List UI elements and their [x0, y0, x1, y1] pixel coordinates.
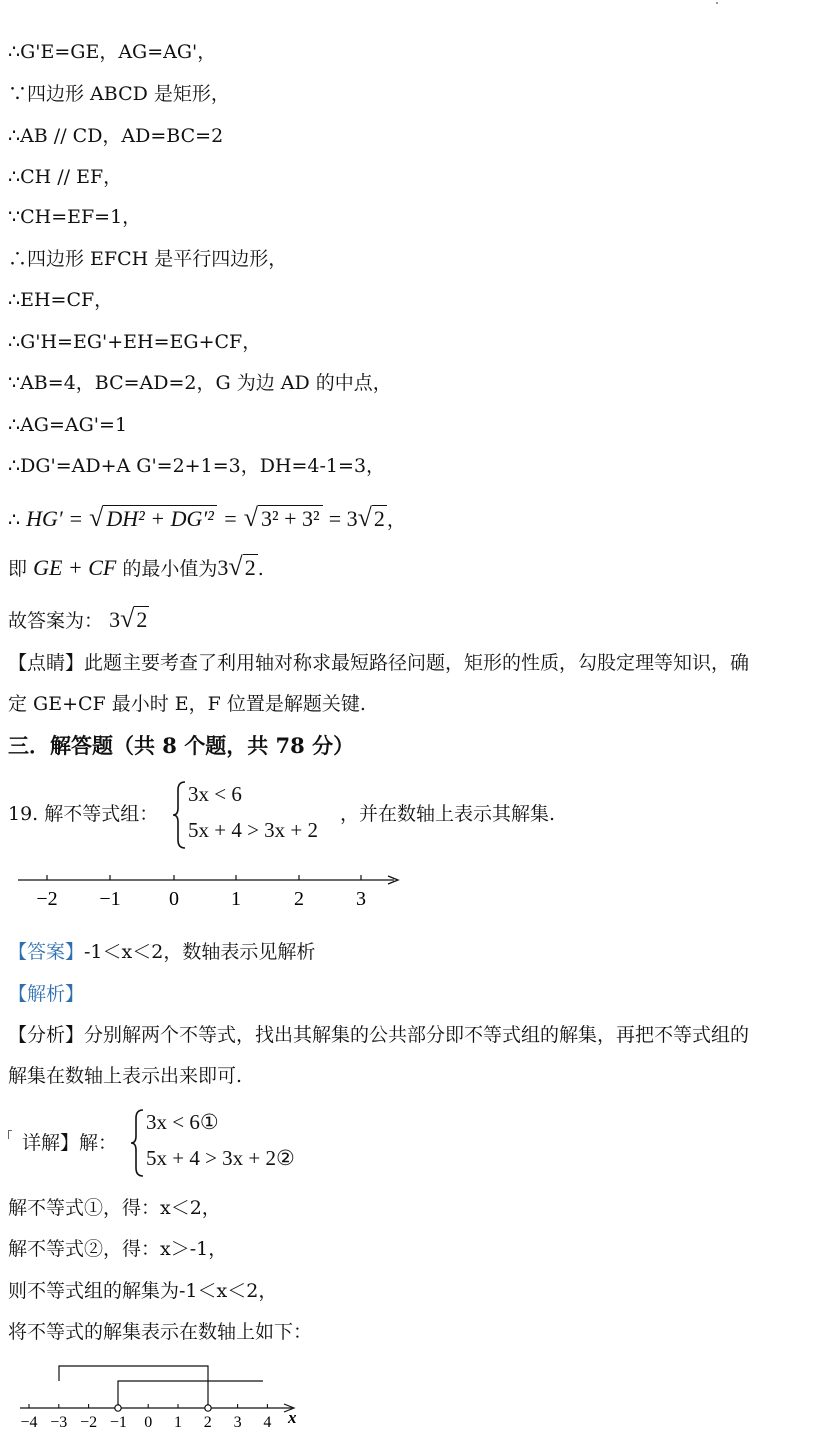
line-4: ∴CH // EF， [8, 166, 123, 188]
answer-label: 故答案为： [8, 610, 104, 632]
line-3: ∴AB // CD，AD=BC=2 [8, 125, 224, 147]
section-title: 三．解答题（共 8 个题，共 78 分） [8, 733, 355, 758]
radicand-3: 2 [373, 506, 385, 531]
axis1-tick-label: −2 [36, 888, 58, 910]
min-mid: 的最小值为 [122, 558, 218, 580]
step-4: 将不等式的解集表示在数轴上如下： [8, 1321, 313, 1343]
solution-bracket-upper [59, 1366, 208, 1408]
sqrt-sign: √ [228, 552, 243, 581]
fenxi-line-1: 【分析】分别解两个不等式，找出其解集的公共部分即不等式组的解集，再把不等式组的 [8, 1024, 750, 1046]
detail-inequality-1: 3x < 6① [146, 1110, 219, 1134]
comment-line-2: 定 GE+CF 最小时 E，F 位置是解题关键. [8, 693, 366, 715]
answer-row [8, 940, 315, 964]
axis2-tick-label: 0 [144, 1414, 153, 1431]
step-1: 解不等式①，得：x＜2， [8, 1197, 221, 1219]
detail-label: 详解】解： [22, 1132, 118, 1154]
detail-system [130, 1108, 320, 1178]
step-3: 则不等式组的解集为-1＜x＜2， [8, 1280, 278, 1302]
line-6: ∴四边形 EFCH 是平行四边形， [8, 248, 288, 270]
bracket-fragment [8, 1130, 12, 1139]
hg-lhs: HG′ = [26, 506, 84, 531]
sqrt-sign: √ [357, 503, 372, 532]
answer-text: -1＜x＜2，数轴表示见解析 [84, 941, 316, 963]
line-5: ∵CH=EF=1， [8, 206, 142, 228]
min-coef: 3 [217, 555, 229, 580]
axis2-tick-label: 1 [174, 1414, 182, 1431]
min-expr: GE + CF [33, 555, 117, 580]
equals-2: = [222, 506, 238, 531]
sqrt-sign: √ [89, 503, 104, 532]
left-brace-icon [172, 780, 188, 850]
radicand-2: 3² + 3² [258, 505, 323, 531]
comment-line-1: 【点睛】此题主要考查了利用轴对称求最短路径问题，矩形的性质，勾股定理等知识，确 [8, 652, 750, 674]
number-line-2 [10, 1355, 330, 1435]
axis1-tick-label: 1 [231, 888, 241, 910]
axis2-tick-label: 3 [233, 1414, 242, 1431]
axis2-tick-label: −2 [80, 1414, 98, 1431]
axis1-tick-label: 0 [169, 888, 179, 910]
analysis-tag: 【解析】 [8, 983, 85, 1005]
fenxi-line-2: 解集在数轴上表示出来即可. [8, 1065, 243, 1087]
line-7: ∴EH=CF， [8, 289, 114, 311]
open-circle-minus-1 [115, 1405, 121, 1411]
inequality-1: 3x < 6 [188, 782, 242, 806]
hg-formula [8, 500, 406, 536]
axis1-tick-label: −1 [99, 888, 121, 910]
min-value-line [8, 550, 264, 584]
line-1: ∴G'E=GE，AG=AG'， [8, 41, 217, 63]
axis2-tick-label: −3 [50, 1414, 68, 1431]
answer-tag: 【答案】 [8, 941, 85, 963]
radicand-1: DH² + DG′² [103, 505, 216, 531]
equals-3: = 3 [328, 506, 358, 531]
min-rad: 2 [244, 555, 256, 580]
comma: ， [386, 509, 406, 531]
therefore-symbol: ∴ [8, 509, 21, 531]
left-brace-icon [130, 1108, 146, 1178]
axis1-tick-label: 2 [294, 888, 304, 910]
min-prefix: 即 [8, 558, 28, 580]
axis2-tick-label: −1 [109, 1414, 127, 1431]
step-2: 解不等式②，得：x＞-1， [8, 1238, 228, 1260]
open-circle-2 [205, 1405, 211, 1411]
scan-speck [716, 2, 718, 4]
solution-bracket-lower [118, 1381, 263, 1408]
answer-rad: 2 [136, 607, 148, 632]
line-8: ∴G'H=EG'+EH=EG+CF， [8, 331, 262, 353]
sqrt-sign: √ [120, 604, 135, 633]
line-11: ∴DG'=AD+A G'=2+1=3，DH=4-1=3， [8, 455, 386, 477]
answer-coef: 3 [109, 607, 121, 632]
line-10: ∴AG=AG'=1 [8, 414, 128, 436]
detail-inequality-2: 5x + 4 > 3x + 2② [146, 1146, 295, 1170]
line-2: ∵四边形 ABCD 是矩形， [8, 83, 230, 105]
line-9: ∵AB=4，BC=AD=2，G 为边 AD 的中点， [8, 372, 392, 394]
axis2-tick-label: 4 [263, 1414, 272, 1431]
min-suffix: . [257, 558, 264, 580]
problem-19-suffix: ，并在数轴上表示其解集. [340, 803, 556, 825]
number-line-1 [10, 870, 410, 910]
inequality-system [172, 780, 342, 850]
axis-x-label: x [288, 1408, 297, 1427]
axis2-tick-label: −4 [20, 1414, 38, 1431]
answer-line [8, 602, 149, 636]
inequality-2: 5x + 4 > 3x + 2 [188, 818, 319, 842]
problem-19-label: 19. 解不等式组： [8, 803, 159, 825]
sqrt-sign: √ [243, 503, 259, 532]
axis1-tick-label: 3 [356, 888, 366, 910]
axis2-tick-label: 2 [203, 1414, 212, 1431]
